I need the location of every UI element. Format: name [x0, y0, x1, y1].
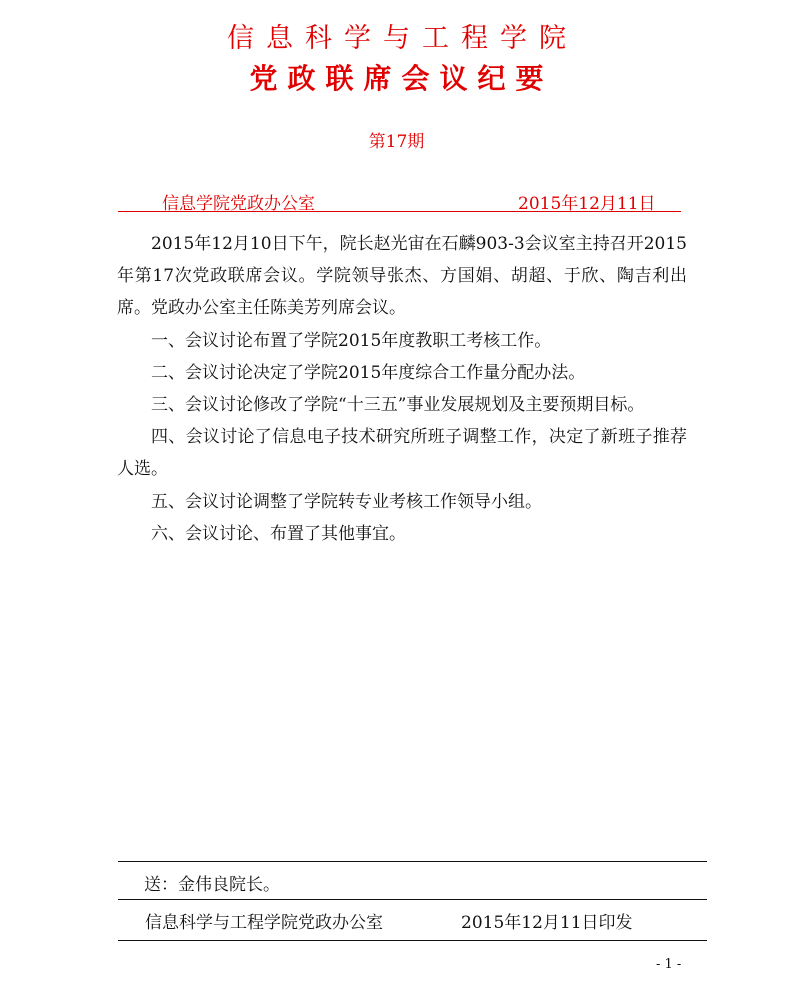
printed-date: 2015年12月11日印发: [461, 913, 633, 933]
printed-by-office: 信息科学与工程学院党政办公室: [145, 913, 383, 933]
page-number: - 1 -: [656, 957, 682, 972]
body-paragraph-item-5: 五、会议讨论调整了学院转专业考核工作领导小组。: [151, 491, 542, 512]
body-paragraph-item-6: 六、会议讨论、布置了其他事宜。: [151, 523, 406, 544]
issue-number: 第17期: [368, 132, 425, 152]
document-title: 党政联席会议纪要: [249, 62, 554, 95]
footer-divider-top: [118, 861, 707, 862]
body-paragraph-item-2: 二、会议讨论决定了学院2015年度综合工作量分配办法。: [151, 362, 586, 383]
footer-divider-middle: [118, 899, 707, 900]
body-paragraph-item-1: 一、会议讨论布置了学院2015年度教职工考核工作。: [151, 330, 552, 351]
body-paragraph-item-4: 四、会议讨论了信息电子技术研究所班子调整工作，决定了新班子推荐人选。: [117, 427, 687, 480]
minutes-body: [117, 228, 687, 550]
issue-date: 2015年12月11日: [518, 194, 656, 214]
header-divider: [118, 211, 681, 212]
document-org-header: 信息科学与工程学院: [227, 23, 578, 54]
body-paragraph-intro: 2015年12月10日下午，院长赵光宙在石麟903-3会议室主持召开2015年第17次党政联席会议。学院领导张杰、方国娟、胡超、于欣、陶吉利出席。党政办公室主任陈美芳列席会议。: [117, 234, 687, 319]
issuing-office: 信息学院党政办公室: [162, 194, 315, 214]
body-paragraph-item-3: 三、会议讨论修改了学院“十三五”事业发展规划及主要预期目标。: [151, 395, 645, 416]
distribution-line: 送：金伟良院长。: [144, 875, 280, 895]
footer-divider-bottom: [118, 940, 707, 941]
